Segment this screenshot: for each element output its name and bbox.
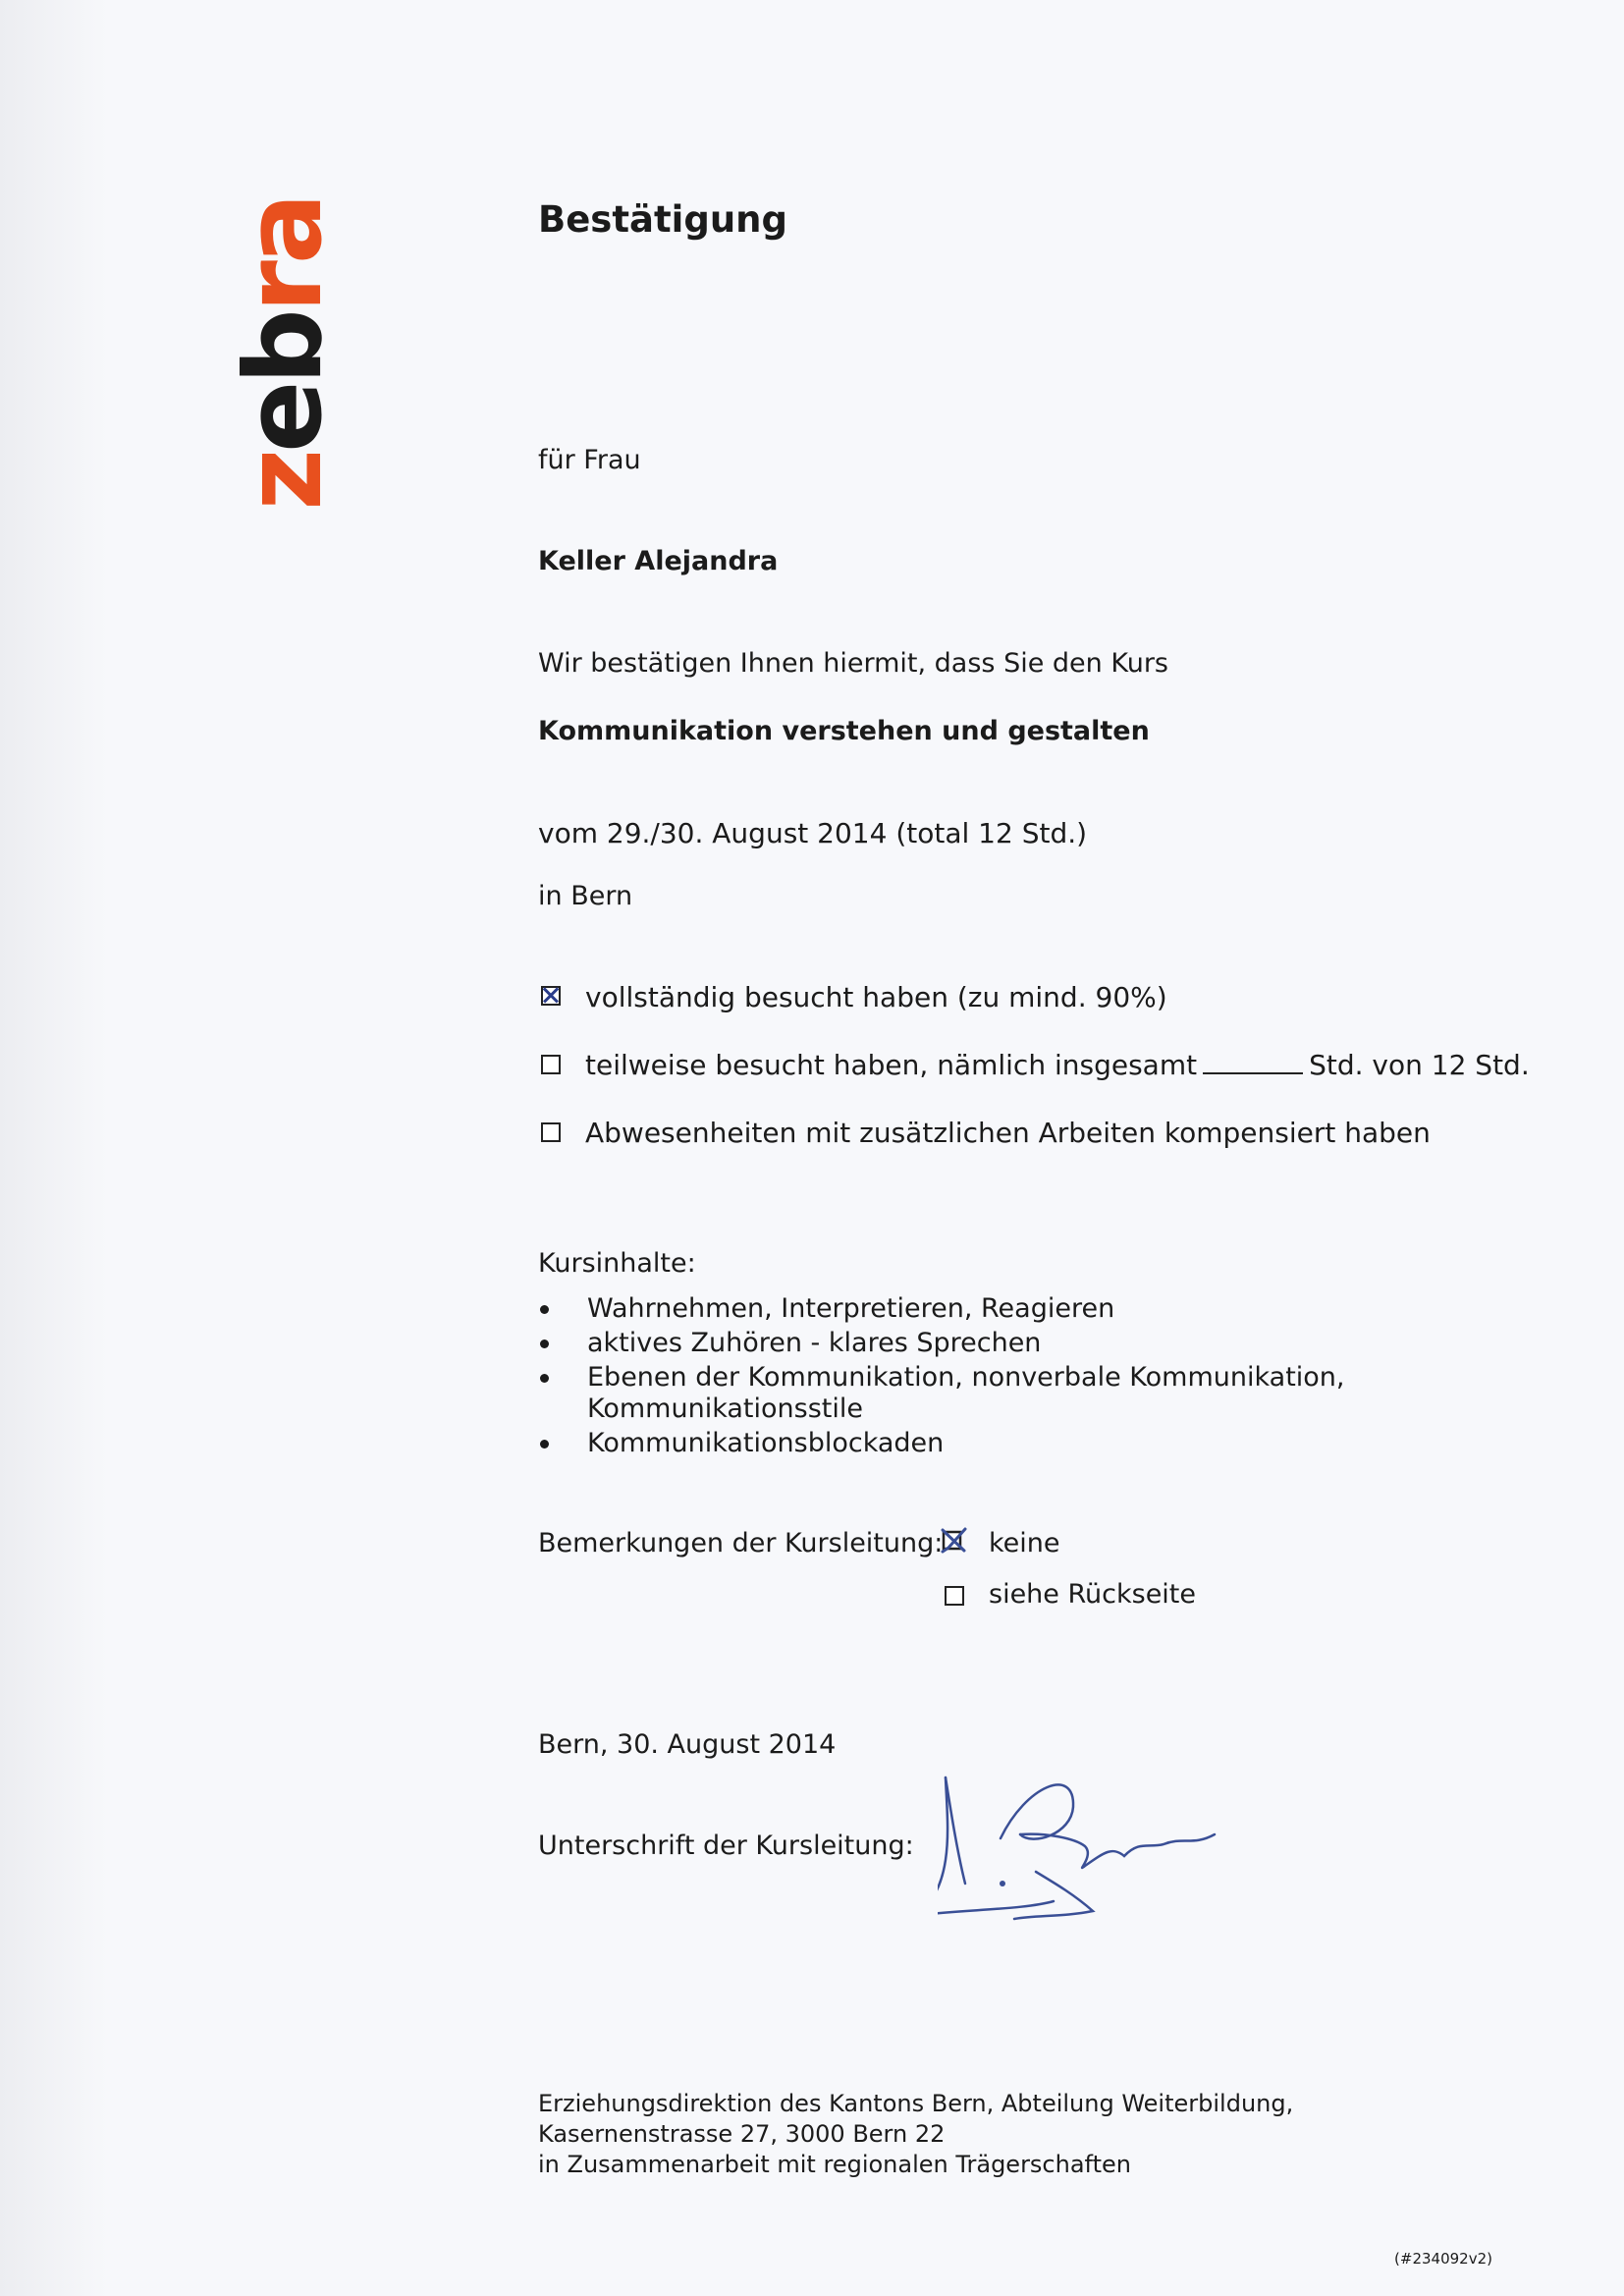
content-bullet [540,1440,549,1449]
recipient-name: Keller Alejandra [538,546,779,576]
partial-hours-blank[interactable] [1203,1055,1303,1074]
content-item: Wahrnehmen, Interpretieren, Reagieren [587,1293,1115,1324]
document-title: Bestätigung [538,198,787,241]
content-item: Kommunikationsblockaden [587,1428,945,1458]
course-location: in Bern [538,881,633,911]
course-dates: vom 29./30. August 2014 (total 12 Std.) [538,817,1088,849]
logo-letters-ra: ra [223,196,346,313]
signature-label: Unterschrift der Kursleitung: [538,1831,914,1861]
logo-letter-z: z [223,452,346,511]
attendance-partial-row [585,1050,1530,1081]
attendance-partial-suffix: Std. von 12 Std. [1309,1049,1530,1081]
content-bullet [540,1374,549,1383]
document-reference: (#234092v2) [1394,2250,1492,2268]
intro-text: Wir bestätigen Ihnen hiermit, dass Sie den Kurs [538,648,1168,679]
attendance-compensated-label: Abwesenheiten mit zusätzlichen Arbeiten kompensiert haben [585,1117,1431,1149]
attendance-full-checkbox[interactable] [541,986,561,1006]
attendance-compensated-checkbox[interactable] [541,1122,561,1142]
footer-line-2: Kasernenstrasse 27, 3000 Bern 22 [538,2120,946,2148]
zebra-logo-wordmark [223,196,346,511]
logo-letters-eb: eb [223,312,346,453]
footer-line-3: in Zusammenarbeit mit regionalen Trägerschaften [538,2151,1131,2178]
remarks-see-back-checkbox[interactable] [945,1586,964,1606]
course-name: Kommunikation verstehen und gestalten [538,716,1150,746]
attendance-partial-label: teilweise besucht haben, nämlich insgesamt [585,1049,1198,1081]
handwritten-signature [938,1736,1252,1933]
remarks-none-checkbox[interactable] [941,1526,970,1554]
attendance-full-label: vollständig besucht haben (zu mind. 90%) [585,981,1167,1013]
content-bullet [540,1305,549,1314]
content-bullet [540,1339,549,1348]
content-item: Ebenen der Kommunikation, nonverbale Kommunikation, [587,1362,1345,1393]
handwritten-check-icon [941,1526,970,1554]
content-item-continued: Kommunikationsstile [587,1394,863,1424]
zebra-logo [223,187,346,520]
remarks-none-label: keine [989,1528,1060,1558]
remarks-see-back-label: siehe Rückseite [989,1579,1197,1610]
attendance-partial-checkbox[interactable] [541,1055,561,1074]
footer-line-1: Erziehungsdirektion des Kantons Bern, Abteilung Weiterbildung, [538,2090,1294,2117]
content-item: aktives Zuhören - klares Sprechen [587,1328,1042,1358]
remarks-label: Bemerkungen der Kursleitung: [538,1528,944,1558]
contents-heading: Kursinhalte: [538,1248,696,1279]
place-date: Bern, 30. August 2014 [538,1729,837,1760]
recipient-prefix: für Frau [538,445,641,475]
scan-edge-shadow [0,0,108,2296]
